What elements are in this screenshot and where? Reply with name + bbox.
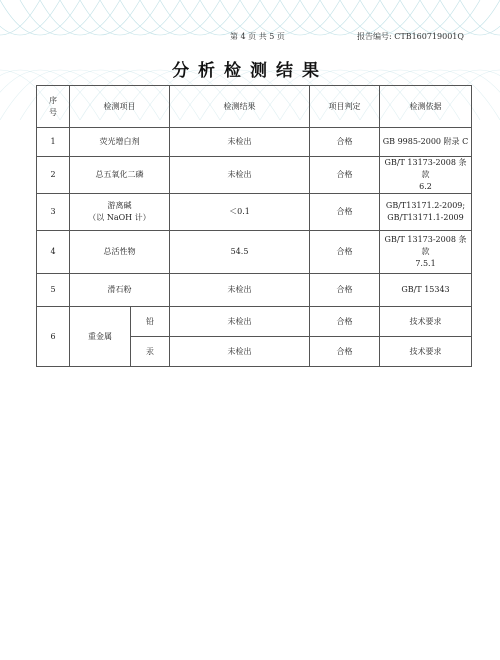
header-no-line: 序: [49, 95, 57, 105]
cell-no: 4: [37, 231, 70, 274]
cell-no: 6: [37, 307, 70, 367]
cell-judgment: 合格: [310, 194, 380, 231]
cell-no: 1: [37, 128, 70, 157]
header-no: [37, 86, 70, 128]
cell-subitem: 汞: [131, 337, 170, 367]
cell-result: 未检出: [170, 337, 310, 367]
page-title: 分析检测结果: [172, 61, 328, 81]
cell-no: 2: [37, 157, 70, 194]
cell-result: 未检出: [170, 157, 310, 194]
table-header-row: [37, 86, 472, 128]
cell-basis: [380, 157, 472, 194]
cell-item: [70, 194, 170, 231]
table-row: [37, 128, 472, 157]
header-judgment: 项目判定: [310, 86, 380, 128]
table-row: [37, 231, 472, 274]
header-result: 检测结果: [170, 86, 310, 128]
cell-result: 54.5: [170, 231, 310, 274]
basis-line: 6.2: [419, 182, 432, 191]
table-row: [37, 194, 472, 231]
cell-judgment: 合格: [310, 157, 380, 194]
table-row: [37, 307, 472, 337]
header-basis: 检测依据: [380, 86, 472, 128]
report-number: 报告编号: CTB160719001Q: [357, 32, 464, 41]
basis-line: GB/T13171.2-2009;: [385, 201, 466, 210]
item-line: 游离碱: [107, 201, 132, 210]
cell-item: 荧光增白剂: [70, 128, 170, 157]
cell-judgment: 合格: [310, 307, 380, 337]
basis-line: GB/T 13173-2008 条款: [384, 158, 467, 179]
item-line: （以 NaOH 计）: [88, 213, 151, 222]
cell-judgment: 合格: [310, 128, 380, 157]
results-table: [36, 85, 472, 367]
basis-line: GB/T 13173-2008 条款: [384, 235, 467, 256]
basis-line: GB 9985-2000 附录 C: [382, 137, 469, 146]
cell-item: 总活性物: [70, 231, 170, 274]
cell-judgment: 合格: [310, 274, 380, 307]
basis-line: GB/T13171.1-2009: [387, 213, 464, 222]
cell-basis: [380, 274, 472, 307]
cell-judgment: 合格: [310, 231, 380, 274]
cell-item: 总五氧化二磷: [70, 157, 170, 194]
cell-basis: [380, 194, 472, 231]
cell-result: 未检出: [170, 274, 310, 307]
cell-no: 3: [37, 194, 70, 231]
cell-result: ＜0.1: [170, 194, 310, 231]
basis-line: GB/T 15343: [401, 285, 450, 294]
cell-basis: [380, 231, 472, 274]
table-row: [37, 274, 472, 307]
header-no-line: 号: [49, 107, 57, 117]
cell-subitem: 铅: [131, 307, 170, 337]
cell-judgment: 合格: [310, 337, 380, 367]
cell-basis: 技术要求: [380, 337, 472, 367]
cell-group: 重金属: [70, 307, 131, 367]
cell-basis: [380, 128, 472, 157]
table-row: [37, 157, 472, 194]
cell-result: 未检出: [170, 128, 310, 157]
cell-basis: 技术要求: [380, 307, 472, 337]
header-item: 检测项目: [70, 86, 170, 128]
page-info: 第 4 页 共 5 页: [230, 32, 285, 41]
cell-result: 未检出: [170, 307, 310, 337]
cell-item: 滑石粉: [70, 274, 170, 307]
cell-no: 5: [37, 274, 70, 307]
basis-line: 7.5.1: [415, 259, 436, 268]
